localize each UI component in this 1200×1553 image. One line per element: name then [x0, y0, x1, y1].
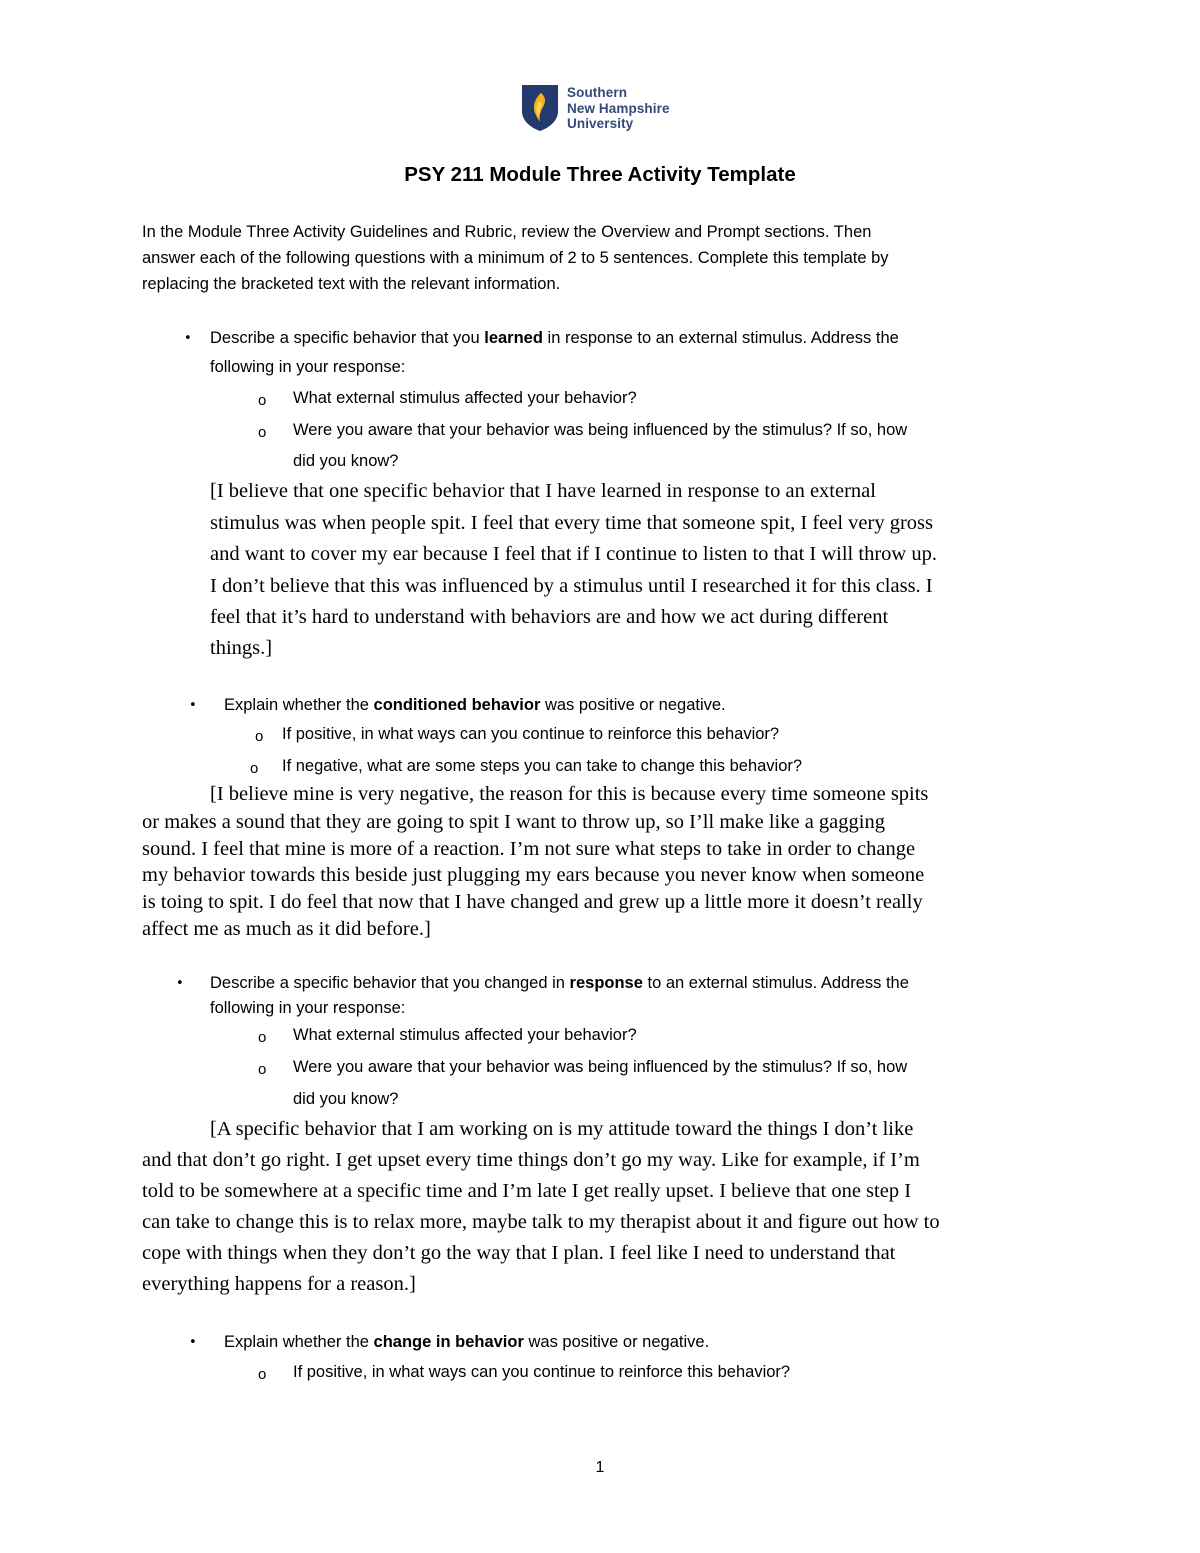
q2-answer-line: or makes a sound that they are going to spit I want to throw up, so I’ll make like a gagging	[142, 811, 885, 833]
q4-prompt	[224, 1333, 709, 1352]
q4-prompt-pre: Explain whether the	[224, 1333, 374, 1351]
bullet-marker: •	[184, 331, 192, 346]
q4-prompt-post: was positive or negative.	[523, 1333, 710, 1351]
q2-answer-line: [I believe mine is very negative, the reason for this is because every time someone spits	[210, 783, 929, 805]
q3-prompt-pre: Describe a specific behavior that you changed in	[210, 974, 570, 992]
q4-sub-1: If positive, in what ways can you continue to reinforce this behavior?	[293, 1363, 791, 1381]
q3-answer-line: can take to change this is to relax more, maybe talk to my therapist about it and figure out how to	[142, 1211, 940, 1233]
q3-prompt-line-2: following in your response:	[210, 999, 406, 1017]
page-number: 1	[595, 1459, 605, 1476]
q3-sub-2: Were you aware that your behavior was being influenced by the stimulus? If so, how	[293, 1058, 908, 1076]
sub-marker: o	[258, 1366, 267, 1383]
q2-answer-line: is toing to spit. I do feel that now that I have changed and grew up a little more it doesn’t really	[142, 891, 923, 913]
document-title: PSY 211 Module Three Activity Template	[404, 163, 796, 186]
q2-prompt	[224, 696, 726, 715]
q1-answer-line: stimulus was when people spit. I feel that every time that someone spit, I feel very gross	[210, 512, 934, 534]
sub-marker: o	[258, 392, 267, 409]
q2-prompt-post: was positive or negative.	[540, 696, 726, 714]
q1-prompt-pre: Describe a specific behavior that you	[210, 329, 485, 347]
intro-line-2: answer each of the following questions with a minimum of 2 to 5 sentences. Complete this template by	[142, 249, 889, 267]
q1-answer-line: [I believe that one specific behavior that I have learned in response to an external	[210, 480, 876, 502]
sub-marker: o	[255, 728, 264, 745]
q3-prompt-bold: response	[569, 974, 643, 992]
logo-line-1: Southern	[567, 85, 628, 100]
bullet-marker: •	[176, 976, 184, 991]
logo-line-2: New Hampshire	[567, 100, 670, 116]
q1-answer-line: feel that it’s hard to understand with behaviors are and how we act during different	[210, 606, 889, 628]
q3-sub-2-cont: did you know?	[293, 1090, 399, 1108]
q4-prompt-bold: change in behavior	[373, 1333, 524, 1351]
q1-sub-2: Were you aware that your behavior was being influenced by the stimulus? If so, how	[293, 421, 908, 439]
q2-answer-line: sound. I feel that mine is more of a reaction. I’m not sure what steps to take in order to change	[142, 838, 916, 860]
q1-answer-line: and want to cover my ear because I feel that if I continue to listen to that I will throw up.	[210, 543, 937, 565]
logo-line-3: University	[567, 116, 634, 131]
q1-prompt-post: in response to an external stimulus. Address the	[542, 329, 899, 347]
q2-prompt-bold: conditioned behavior	[373, 696, 541, 714]
intro-line-1: In the Module Three Activity Guidelines and Rubric, review the Overview and Prompt sections. Then	[142, 223, 872, 241]
q2-sub-1: If positive, in what ways can you continue to reinforce this behavior?	[282, 725, 780, 743]
q3-answer-line: [A specific behavior that I am working on is my attitude toward the things I don’t like	[210, 1118, 914, 1140]
q1-prompt	[210, 329, 899, 348]
sub-marker: o	[258, 424, 267, 441]
q3-answer-line: cope with things when they don’t go the way that I plan. I feel like I need to understand that	[142, 1242, 896, 1264]
q3-prompt	[210, 974, 909, 993]
bullet-marker: •	[189, 1335, 197, 1350]
q3-answer-line: everything happens for a reason.]	[142, 1273, 416, 1295]
q2-answer-line: my behavior towards this beside just plugging my ears because you never know when someone	[142, 864, 925, 886]
q2-sub-2: If negative, what are some steps you can take to change this behavior?	[282, 757, 803, 775]
intro-line-3: replacing the bracketed text with the relevant information.	[142, 275, 561, 293]
sub-marker: o	[258, 1029, 267, 1046]
shield-flame-icon	[521, 84, 559, 132]
q2-prompt-pre: Explain whether the	[224, 696, 374, 714]
q1-sub-2-cont: did you know?	[293, 452, 399, 470]
q1-sub-1: What external stimulus affected your behavior?	[293, 389, 637, 407]
q1-prompt-bold: learned	[484, 329, 543, 347]
q1-answer-line: I don’t believe that this was influenced by a stimulus until I researched it for this class. I	[210, 575, 933, 597]
q3-sub-1: What external stimulus affected your behavior?	[293, 1026, 637, 1044]
bullet-marker: •	[189, 698, 197, 713]
q2-answer-line: affect me as much as it did before.]	[142, 918, 431, 940]
sub-marker: o	[250, 760, 259, 777]
q3-prompt-post: to an external stimulus. Address the	[642, 974, 909, 992]
university-logo	[521, 84, 691, 134]
q1-prompt-line-2: following in your response:	[210, 358, 406, 376]
q1-answer-line: things.]	[210, 637, 273, 659]
sub-marker: o	[258, 1061, 267, 1078]
q3-answer-line: told to be somewhere at a specific time and I’m late I get really upset. I believe that one step I	[142, 1180, 912, 1202]
q3-answer-line: and that don’t go right. I get upset every time things don’t go my way. Like for example, if I’m	[142, 1149, 920, 1171]
